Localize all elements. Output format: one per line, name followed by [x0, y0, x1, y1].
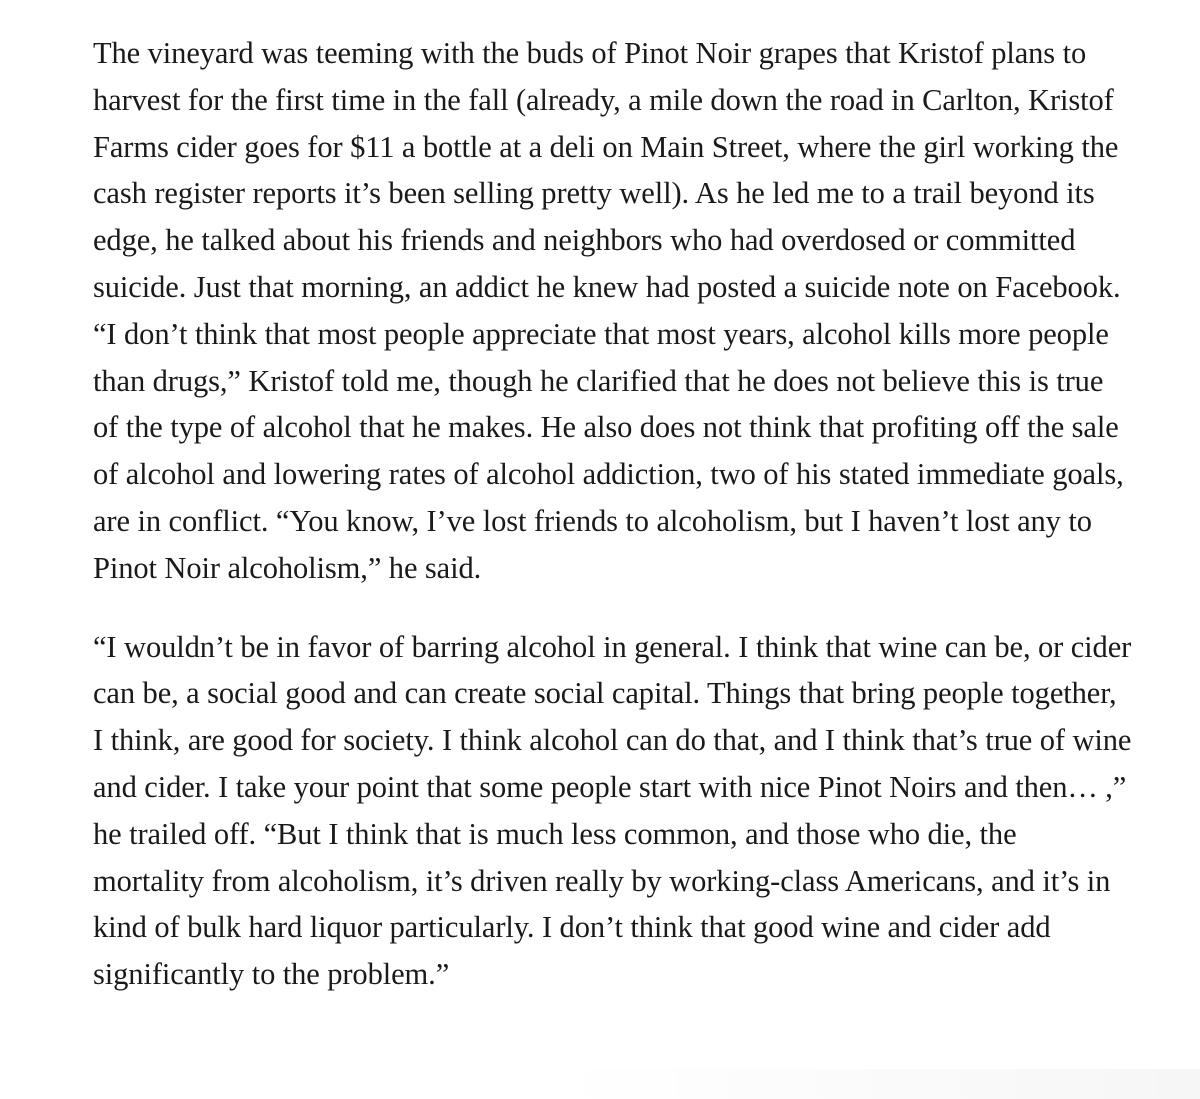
article-body: [93, 30, 1133, 998]
bottom-shadow: [560, 1069, 1200, 1099]
paragraph-quote: “I wouldn’t be in favor of barring alcohol in general. I think that wine can be, or cider can be, a social good and can create social capital. Things that bring people together, I think, are good for society. I think alcohol can do that, and I think that’s true of wine and cider. I take your point that some people start with nice Pinot Noirs and then… ,” he trailed off. “But I think that is much less common, and those who die, the mortality from alcoholism, it’s driven really by working-class Americans, and it’s in kind of bulk hard liquor particularly. I don’t think that good wine and cider add significantly to the problem.”: [93, 629, 1132, 992]
paragraph-vineyard: The vineyard was teeming with the buds of Pinot Noir grapes that Kristof plans to harvest for the first time in the fall (already, a mile down the road in Carlton, Kristof Farms cider goes for $11 a bottle at a deli on Main Street, where the girl working the cash register reports it’s been selling pretty well). As he led me to a trail beyond its edge, he talked about his friends and neighbors who had overdosed or committed suicide. Just that morning, an addict he knew had posted a suicide note on Facebook. “I don’t think that most people appreciate that most years, alcohol kills more people than drugs,” Kristof told me, though he clarified that he does not believe this is true of the type of alcohol that he makes. He also does not think that profiting off the sale of alcohol and lowering rates of alcohol addiction, two of his stated immediate goals, are in conflict. “You know, I’ve lost friends to alcoholism, but I haven’t lost any to Pinot Noir alcoholism,” he said.: [93, 36, 1124, 585]
